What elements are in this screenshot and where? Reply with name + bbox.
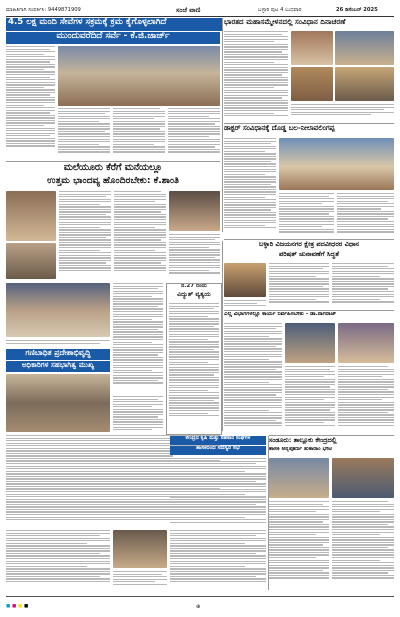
election-headline: ಬಳ್ಳಾರಿ ವಿಜಯನಗರ ಕ್ಷೇತ್ರ ಪದವೀಧರರ ವಿಧಾನ <box>258 241 360 248</box>
col-rule-3 <box>268 436 269 590</box>
maleyuru-photo-1 <box>6 191 56 241</box>
maleyuru-photo-3 <box>169 191 220 231</box>
ambedkar-text-1 <box>224 138 276 236</box>
sandur-photo-2 <box>332 458 394 498</box>
power-cut-subheadline: ವಿದ್ಯುತ್ ವ್ಯತ್ಯಯ <box>177 292 211 298</box>
bottom-text-2 <box>113 571 167 591</box>
cmyk-mark-icon: ■ <box>12 604 17 609</box>
constitution-photo-4 <box>335 67 394 101</box>
col-rule-1 <box>222 18 223 232</box>
bottom-text-1 <box>6 530 110 590</box>
election-text-3 <box>224 300 266 308</box>
ambedkar-text-2 <box>279 193 334 236</box>
sandur-subheadline: ಶಾಸಕಿ ಅನ್ನಪೂರ್ಣ ತುಕಾರಾಂ ಭೇಟಿ <box>269 447 332 452</box>
maleyuru-text-1 <box>59 191 111 279</box>
masthead-date: 26 ಡಿಸೆಂಬರ್ 2025 <box>336 7 378 13</box>
rule-1 <box>224 123 394 124</box>
nagaraj-headline: ಎಲ್ಲ ವಿಭಾಗಗಳಲ್ಲೂ ಕಾರ್ಯ ನಿರ್ವಹಿಸಬೇಕು - ಡಾ.ನಾಗರಾಜ್ <box>224 312 337 317</box>
lead-text-col3 <box>113 108 165 158</box>
rule-5 <box>269 435 394 436</box>
meeting-photo <box>6 283 110 337</box>
election-subheadline: ಪರಿಷತ್ ಚುನಾವಣೆಗೆ ಸಿದ್ಧತೆ <box>279 251 339 258</box>
newspaper-page <box>6 4 394 613</box>
constitution-photo-3 <box>291 67 333 101</box>
mining-headline: ಗಣಿಬಾಧಿತ ಪ್ರದೇಶಾಭಿವೃದ್ಧಿ <box>6 349 110 360</box>
lead-text-col4 <box>168 108 220 158</box>
ambedkar-headline: ಡಾಕ್ಟರ್ ಸಂವಿಧಾನಕ್ಕೆ ದೊಡ್ಡ ಬಲ-ನೀಲಾವಲಿಂಗಪ್ಪ <box>224 125 335 132</box>
constitution-photo-1 <box>291 31 333 65</box>
rule-3 <box>224 239 394 240</box>
bottom-photo <box>113 530 167 568</box>
mining-photo <box>6 374 110 432</box>
constitution-photo-2 <box>335 31 394 65</box>
election-text-2 <box>332 263 394 307</box>
nagaraj-text-1 <box>224 323 282 433</box>
meeting-text-1 <box>113 283 163 393</box>
power-cut-box <box>166 283 222 435</box>
constitution-headline: ಭಾರತದ ಮಹಾಸಮ್ಮೇಳನದಲ್ಲಿ ಸಂವಿಧಾನ ದಿನಾಚರಣೆ <box>224 18 346 26</box>
nagaraj-text-3 <box>338 366 394 433</box>
maleyuru-photo-2 <box>6 243 56 279</box>
sandur-headline: ಸಂಡೂರು: ತಾಲ್ಲೂಕು ಕೇಂದ್ರದಲ್ಲಿ <box>269 437 337 444</box>
rule-2 <box>6 161 220 162</box>
maleyuru-headline: ಮಲೆಯೂರು ಕೆರೆಗೆ ಮನೆಯಲ್ಲೂ <box>63 163 163 173</box>
constitution-caption-text <box>291 104 394 121</box>
lead-photo <box>58 46 220 106</box>
lead-subheadline: ಮುಂದುವರೆದಿದೆ ಸರ್ವೆ - ಕೆ.ಜಿ.ಜಾರ್ಜ್ <box>6 32 220 44</box>
election-text-1 <box>269 263 329 307</box>
ambedkar-text-3 <box>337 193 394 236</box>
sandur-text-1 <box>269 501 329 586</box>
mining-subheadline: ಅಧಿಕಾರಿಗಳ ಸಹಭಾಗಿತ್ವ ಮುಖ್ಯ <box>6 361 110 372</box>
masthead-contact: ಮಾಹಿತಿಗಾಗಿ ಸಂಪರ್ಕಿಸಿ: 9449871909 <box>6 7 81 13</box>
maleyuru-text-2 <box>114 191 166 279</box>
constitution-text <box>224 31 288 121</box>
sandur-photo-1 <box>269 458 329 498</box>
masthead-title: ಸಂಜೆ ವಾಣಿ <box>176 6 201 14</box>
masthead <box>6 4 394 17</box>
cmyk-mark-icon: ■ <box>18 604 23 609</box>
nagaraj-text-2 <box>285 366 335 433</box>
coop-subheadline: ಶಾಸಕರಿಂದ ಸದಸ್ಯರ ಸಭೆ <box>170 446 266 455</box>
nagaraj-photo-2 <box>338 323 394 363</box>
maleyuru-text-3 <box>169 234 220 279</box>
cmyk-mark-icon: ■ <box>24 604 29 609</box>
election-photo <box>224 263 266 297</box>
lead-text-col1 <box>6 46 55 158</box>
maleyuru-subheadline: ಉತ್ತಮ ಭಾಂದವ್ಯ ಹೊಂದಿರಬೇಕು: ಕೆ.ಶಾಂತಿ <box>47 176 179 186</box>
rule-4 <box>224 310 394 311</box>
registration-mark-icon: ⊕ <box>196 604 201 610</box>
meeting-caption <box>6 340 110 346</box>
coop-text <box>170 458 266 528</box>
footer-bar <box>6 596 394 603</box>
lead-headline: 4.5 ಲಕ್ಷ ಮಂದಿ ಸೇವೆಗಳ ಸಕ್ರಮಕ್ಕೆ ಕ್ರಮ ಕೈಗೊಳ್ಳಲಾಗಿದೆ <box>6 18 222 31</box>
bottom-text-3 <box>170 530 266 590</box>
mining-text-side <box>113 396 163 433</box>
masthead-issue: ಬಳ್ಳಾರಿ ಪುಟ 4 ಬುಧವಾರ <box>258 7 302 13</box>
coop-headline: ಕೇಂದ್ರದ ಕೃಷಿ ಮತ್ತು ಸಹಕಾರ ಸಂಘಗಳ <box>170 436 266 445</box>
ambedkar-photo <box>279 138 394 190</box>
sandur-text-2 <box>332 501 394 586</box>
cmyk-mark-icon: ■ <box>6 604 11 609</box>
power-cut-headline: ನ.27 ರಂದು <box>181 284 207 289</box>
col-rule-2 <box>222 241 223 431</box>
nagaraj-photo-1 <box>285 323 335 363</box>
lead-text-col2 <box>58 108 110 158</box>
